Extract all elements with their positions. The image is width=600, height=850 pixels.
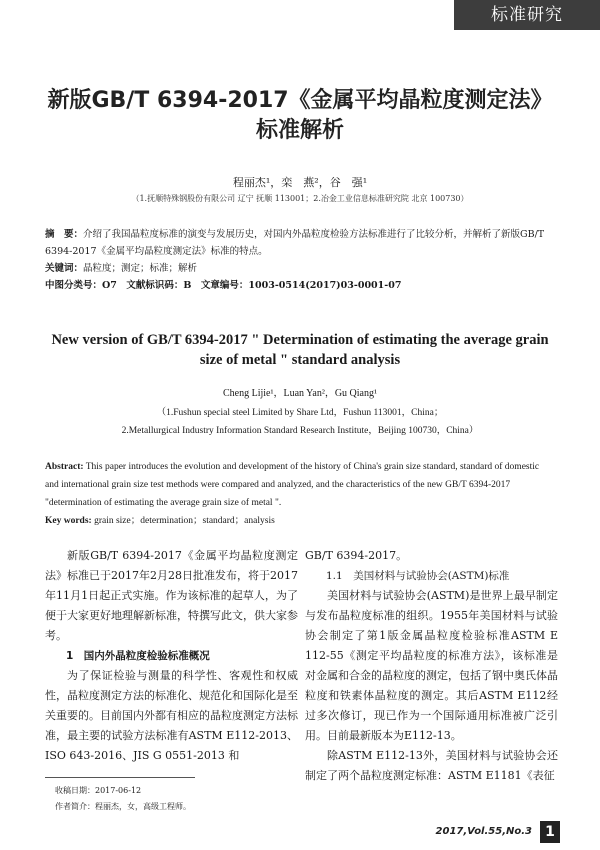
body-column-left [45, 546, 298, 766]
author-bio: 作者简介：程丽杰，女，高级工程师。 [55, 802, 191, 811]
authors-en: Cheng Lijie¹，Luan Yan²，Gu Qiang¹ [223, 388, 377, 399]
section-1-heading: 1 国内外晶粒度检验标准概况 [66, 650, 210, 662]
abstract-cn-block [45, 226, 555, 294]
classification-line: 中图分类号：O7 文献标识码：B 文章编号：1003-0514(2017)03-0001-07 [45, 280, 402, 291]
article-title-cn: 新版GB/T 6394-2017《金属平均晶粒度测定法》标准解析 [47, 88, 553, 143]
journal-issue-info: 2017,Vol.55,No.3 [435, 826, 532, 837]
keywords-en-label: Key words: [45, 516, 92, 526]
footnotes [55, 783, 191, 815]
abstract-en [45, 458, 555, 512]
column-header-tag: 标准研究 [454, 0, 600, 30]
keywords-cn-label: 关键词： [45, 263, 84, 274]
affiliations-cn: （1.抚顺特殊钢股份有限公司 辽宁 抚顺 113001；2.冶金工业信息标准研究院 北京 100730） [131, 194, 469, 203]
abstract-cn-label: 摘 要： [45, 229, 84, 240]
authors-cn: 程丽杰¹，栾 燕²，谷 强¹ [232, 176, 368, 189]
affiliation-en-line: （1.Fushun special steel Limited by Share Ltd，Fushun 113001，China； [156, 408, 444, 418]
abstract-en-block [45, 458, 555, 530]
abstract-cn-text: 介绍了我国晶粒度标准的演变与发展历史，对国内外晶粒度检验方法标准进行了比较分析，并解析了新版GB/T 6394-2017《金属平均晶粒度测定法》标准的特点。 [45, 229, 545, 257]
intro-paragraph: 新版GB/T 6394-2017《金属平均晶粒度测定法》标准已于2017年2月28日批准发布，将于2017年11月1日起正式实施。作为该标准的起草人，为了便于大家更好地理解新标准，特撰写此文，供大家参考。 [45, 549, 298, 642]
keywords-cn-text: 晶粒度；测定；标准；解析 [83, 263, 198, 274]
abstract-en-label: Abstract: [45, 462, 84, 472]
keywords-en [45, 512, 555, 530]
page-number: 1 [540, 821, 560, 843]
continued-text: GB/T 6394-2017。 [305, 549, 408, 562]
affiliation-en-line: 2.Metallurgical Industry Information Standard Research Institute，Beijing 100730，China） [121, 426, 479, 436]
subsection-1-1-paragraph-1: 美国材料与试验协会(ASTM)是世界上最早制定与发布晶粒度标准的组织。1955年美国材料与试验协会制定了第1版金属晶粒度检验标准ASTM E 112-55《测定平均晶粒度的标准方法》，该标准是对金属和合金的晶粒度的测定，包括了钢中奥氏体晶粒度和铁素体晶粒度的测定。其后ASTM E112经过多次修订，现已作为一个国际通用标准被广泛引用。目前最新版本为E112-13。 [305, 589, 558, 742]
keywords-en-text: grain size；determination；standard；analysis [94, 516, 275, 526]
abstract-cn [45, 226, 555, 260]
footnote-rule [45, 777, 195, 778]
abstract-en-text: This paper introduces the evolution and development of the history of China's grain size standard, standard of domestic and international grain size test methods were compared and analyzed, and the characteristics of the new GB/T 6394-2017 "determination of estimating the average grain size of metal ". [45, 462, 540, 508]
keywords-cn [45, 260, 555, 277]
received-date: 收稿日期：2017-06-12 [55, 786, 142, 795]
subsection-1-1-paragraph-2: 除ASTM E112-13外，美国材料与试验协会还制定了两个晶粒度测定标准：ASTM E1181《表征 [305, 749, 558, 782]
affiliations-en [0, 404, 600, 440]
section-1-paragraph: 为了保证检验与测量的科学性、客观性和权威性，晶粒度测定方法的标准化、规范化和国际化是至关重要的。目前国内外都有相应的晶粒度测定方法标准，最主要的试验方法标准有ASTM E112-2013、ISO 643-2016、JIS G 0551-2013 和 [45, 669, 298, 762]
body-column-right [305, 546, 558, 786]
article-title-en: New version of GB/T 6394-2017 " Determination of estimating the average grain size of metal " standard analysis [51, 332, 549, 368]
subsection-1-1-heading: 1.1 美国材料与试验协会(ASTM)标准 [326, 570, 510, 582]
